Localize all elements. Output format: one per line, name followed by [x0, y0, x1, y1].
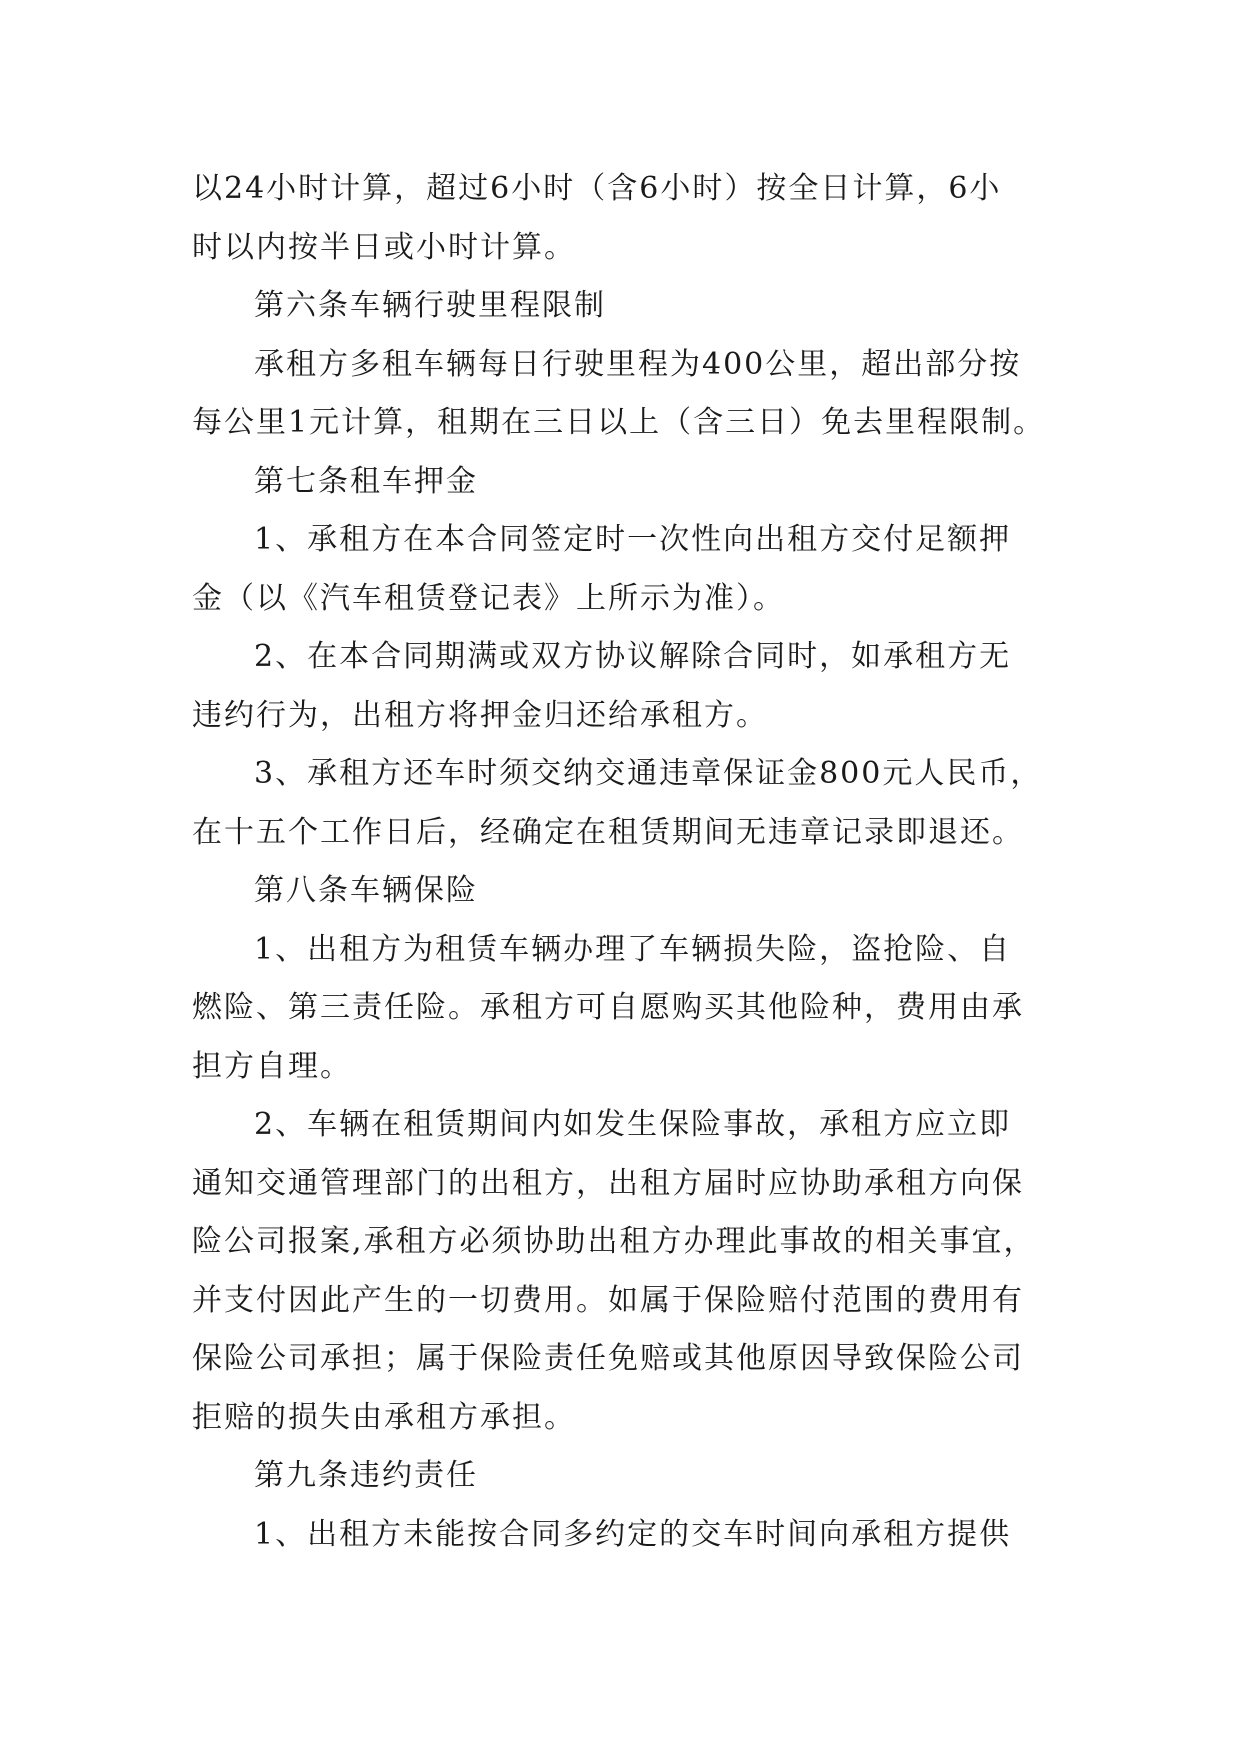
text-line: 3、承租方还车时须交纳交通违章保证金800元人民币， — [254, 756, 1043, 791]
text-line: 第九条违约责任 — [254, 1458, 478, 1493]
text-line: 时以内按半日或小时计算。 — [192, 229, 576, 265]
text-line: 以24小时计算，超过6小时（含6小时）按全日计算，6小 — [192, 171, 1002, 206]
text-line: 承租方多租车辆每日行驶里程为400公里，超出部分按 — [254, 346, 1022, 382]
text-line: 2、在本合同期满或双方协议解除合同时，如承租方无 — [254, 639, 1012, 674]
text-line: 第八条车辆保险 — [254, 873, 478, 908]
text-line: 1、承租方在本合同签定时一次性向出租方交付足额押 — [254, 522, 1012, 557]
text-line: 第七条租车押金 — [254, 463, 478, 499]
text-line: 每公里1元计算，租期在三日以上（含三日）免去里程限制。 — [192, 405, 1046, 440]
text-line: 并支付因此产生的一切费用。如属于保险赔付范围的费用有 — [192, 1282, 1024, 1318]
text-line: 2、车辆在租赁期间内如发生保险事故，承租方应立即 — [254, 1107, 1012, 1142]
text-line: 在十五个工作日后，经确定在租赁期间无违章记录即退还。 — [192, 814, 1024, 850]
text-line: 1、出租方为租赁车辆办理了车辆损失险，盗抢险、自 — [254, 931, 1012, 967]
text-line: 违约行为，出租方将押金归还给承租方。 — [192, 697, 768, 733]
text-line: 金（以《汽车租赁登记表》上所示为准）。 — [192, 580, 785, 616]
text-line: 燃险、第三责任险。承租方可自愿购买其他险种，费用由承 — [192, 990, 1024, 1025]
text-line: 险公司报案,承租方必须协助出租方办理此事故的相关事宜， — [192, 1224, 1036, 1259]
document-body — [192, 160, 1072, 1564]
text-line: 第六条车辆行驶里程限制 — [254, 288, 606, 323]
text-line: 保险公司承担；属于保险责任免赔或其他原因导致保险公司 — [192, 1341, 1024, 1376]
text-line: 1、出租方未能按合同多约定的交车时间向承租方提供 — [254, 1516, 1012, 1552]
text-line: 通知交通管理部门的出租方，出租方届时应协助承租方向保 — [192, 1165, 1024, 1201]
text-line: 担方自理。 — [192, 1048, 352, 1084]
text-line: 拒赔的损失由承租方承担。 — [192, 1399, 576, 1435]
